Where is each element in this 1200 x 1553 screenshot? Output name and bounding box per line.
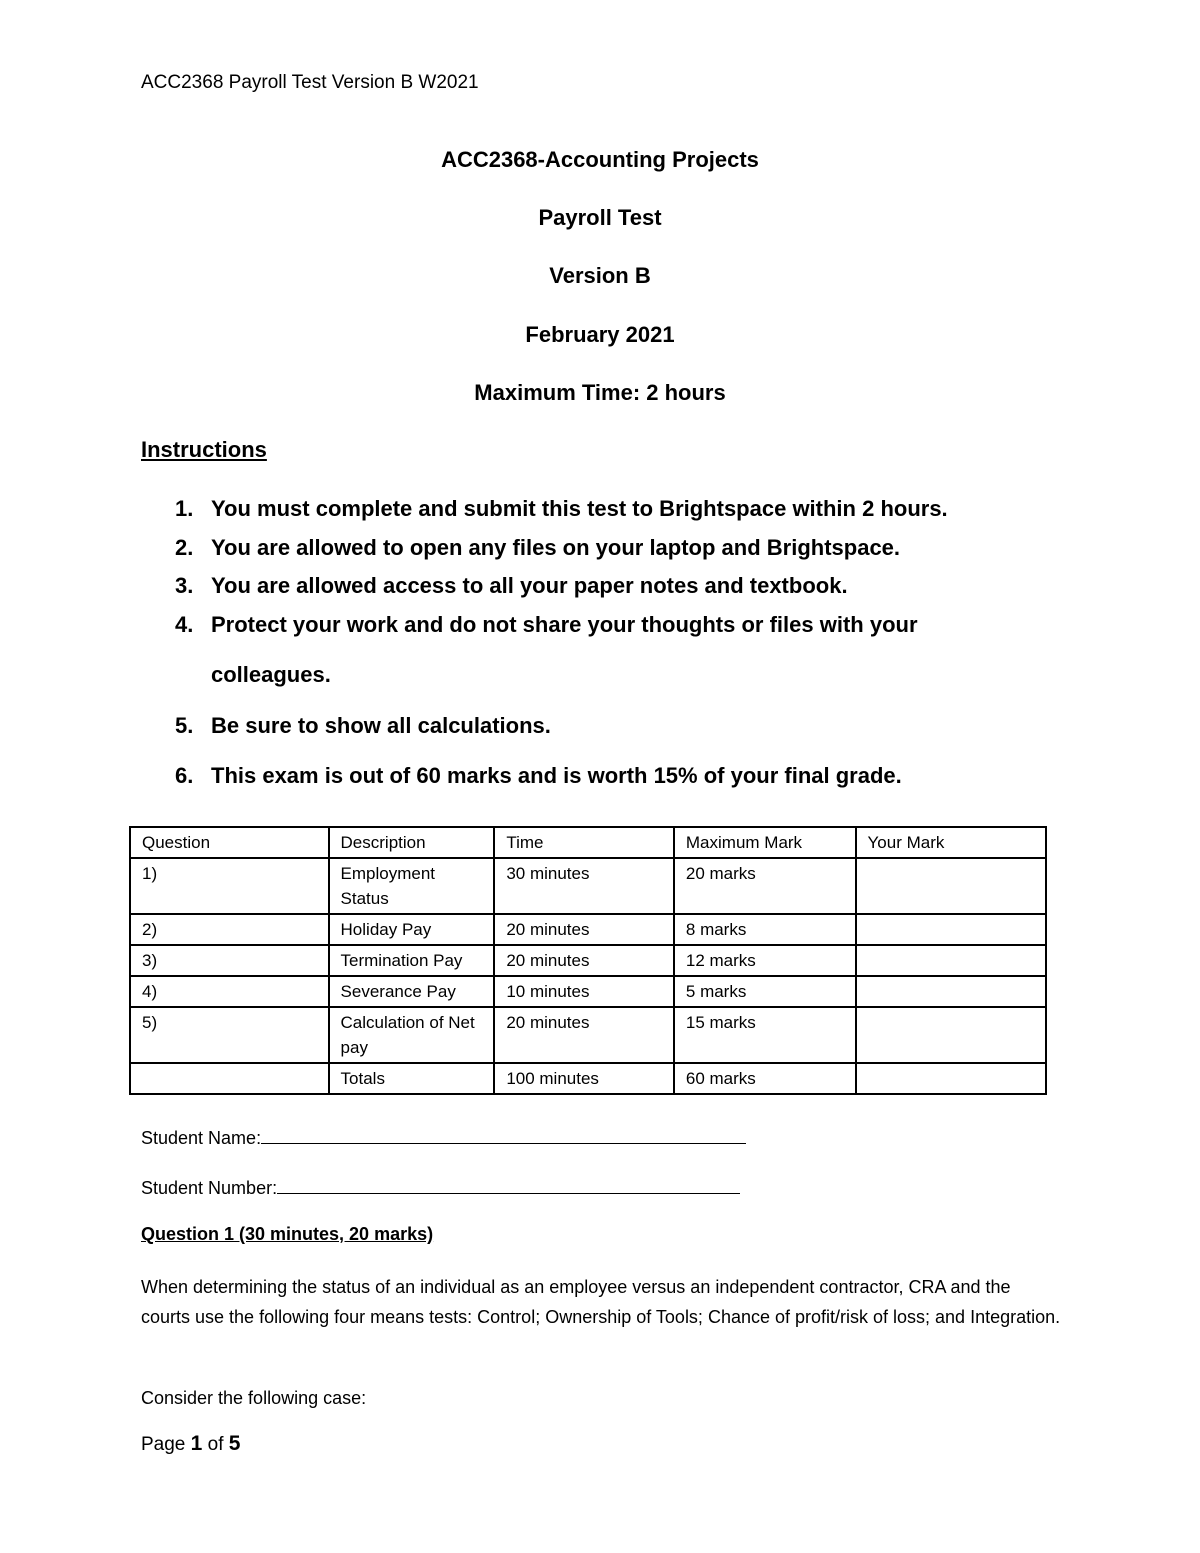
your-mark-cell [856, 1007, 1046, 1063]
running-header: ACC2368 Payroll Test Version B W2021 [141, 72, 479, 93]
question-1-paragraph: When determining the status of an individual as an employee versus an independent contractor, CRA and the courts use the following four means tests: Control; Ownership of Tools; Chance of profit/risk of loss; and Integration. [141, 1277, 1061, 1327]
table-row-totals [130, 1063, 1046, 1094]
table-cell: 1) [130, 858, 329, 914]
column-header: Question [130, 827, 329, 858]
table-cell: 20 minutes [494, 1007, 674, 1063]
table-cell: Employment Status [329, 858, 495, 914]
table-cell: 8 marks [674, 914, 856, 945]
table-cell: 2) [130, 914, 329, 945]
marks-table [129, 826, 1047, 1095]
student-number-field [141, 1175, 740, 1199]
table-cell: Severance Pay [329, 976, 495, 1007]
your-mark-cell [856, 914, 1046, 945]
your-mark-cell [856, 858, 1046, 914]
table-cell: 10 minutes [494, 976, 674, 1007]
test-name: Payroll Test [538, 205, 662, 230]
table-cell: 4) [130, 976, 329, 1007]
column-header: Your Mark [856, 827, 1046, 858]
table-row [130, 858, 1046, 914]
table-cell: 30 minutes [494, 858, 674, 914]
your-mark-cell [856, 976, 1046, 1007]
table-cell: 15 marks [674, 1007, 856, 1063]
table-cell: 100 minutes [494, 1063, 674, 1094]
instruction-item: 3. You are allowed access to all your paper notes and textbook. [175, 573, 848, 598]
table-row [130, 1007, 1046, 1063]
student-name-field [141, 1125, 746, 1149]
course-title: ACC2368-Accounting Projects [441, 147, 759, 172]
student-name-label: Student Name: [141, 1128, 262, 1148]
table-row [130, 914, 1046, 945]
max-time: Maximum Time: 2 hours [474, 380, 726, 405]
your-mark-cell [856, 945, 1046, 976]
table-cell: 3) [130, 945, 329, 976]
version-label: Version B [549, 263, 651, 288]
table-header-row [130, 827, 1046, 858]
column-header: Maximum Mark [674, 827, 856, 858]
table-row [130, 945, 1046, 976]
question-1-consider: Consider the following case: [141, 1388, 367, 1408]
instruction-item: 4. Protect your work and do not share your thoughts or files with your [175, 612, 918, 637]
instruction-item-continuation: colleagues. [211, 662, 331, 687]
instruction-item: 5. Be sure to show all calculations. [175, 713, 551, 738]
table-row [130, 976, 1046, 1007]
instruction-item: 6. This exam is out of 60 marks and is worth 15% of your final grade. [175, 763, 902, 788]
instruction-item: 1. You must complete and submit this test to Brightspace within 2 hours. [175, 496, 948, 521]
student-number-label: Student Number: [141, 1178, 278, 1198]
table-cell: 20 minutes [494, 914, 674, 945]
instruction-item: 2. You are allowed to open any files on your laptop and Brightspace. [175, 535, 901, 560]
table-cell: 60 marks [674, 1063, 856, 1094]
table-cell [130, 1063, 329, 1094]
question-1-heading: Question 1 (30 minutes, 20 marks) [141, 1224, 434, 1244]
table-cell: Termination Pay [329, 945, 495, 976]
page-number: Page 1 of 5 [141, 1432, 241, 1455]
table-cell: 20 marks [674, 858, 856, 914]
table-cell: 12 marks [674, 945, 856, 976]
student-number-blank[interactable] [277, 1175, 740, 1194]
table-cell: Holiday Pay [329, 914, 495, 945]
table-cell: 5 marks [674, 976, 856, 1007]
table-cell: 20 minutes [494, 945, 674, 976]
test-date: February 2021 [525, 322, 675, 347]
table-cell: Calculation of Net pay [329, 1007, 495, 1063]
student-name-blank[interactable] [261, 1125, 746, 1144]
table-cell: Totals [329, 1063, 495, 1094]
column-header: Time [494, 827, 674, 858]
your-mark-cell [856, 1063, 1046, 1094]
column-header: Description [329, 827, 495, 858]
table-cell: 5) [130, 1007, 329, 1063]
instructions-heading: Instructions [141, 437, 267, 462]
